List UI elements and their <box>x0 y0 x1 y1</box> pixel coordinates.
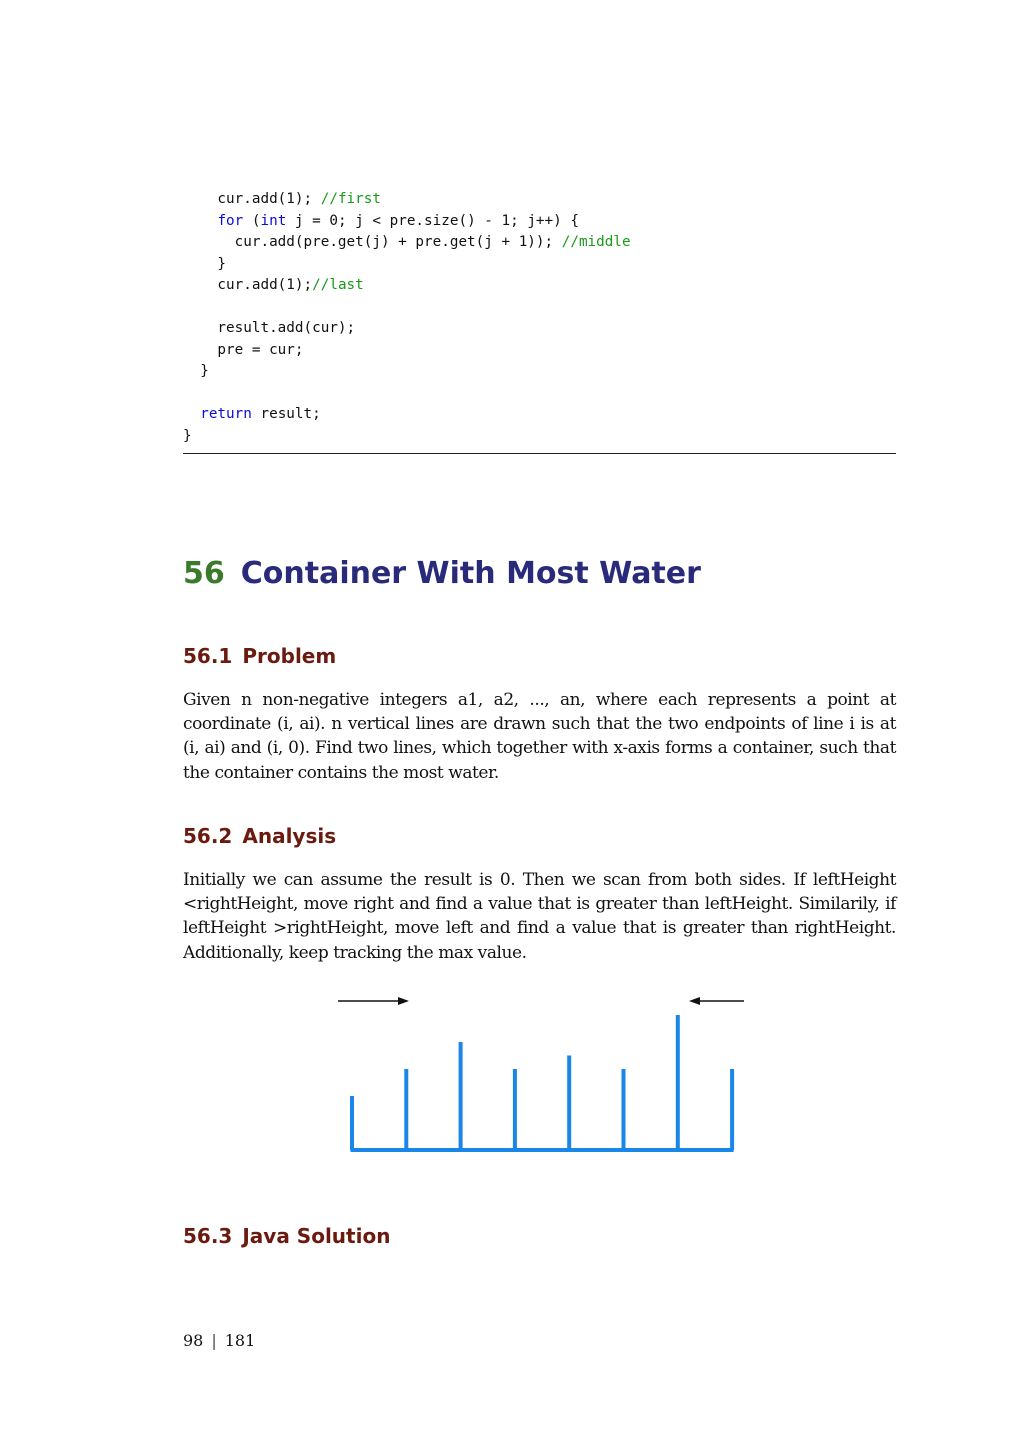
code-line <box>183 383 896 405</box>
code-text: } <box>183 255 227 272</box>
code-line <box>183 404 896 426</box>
code-text <box>183 406 200 422</box>
code-text: result; <box>251 406 321 422</box>
section-title: Problem <box>242 644 337 668</box>
section-number: 56.1 <box>183 644 233 668</box>
code-block <box>183 189 896 447</box>
code-comment: //first <box>320 191 381 207</box>
container-water-figure <box>328 988 752 1160</box>
code-line <box>183 275 896 297</box>
code-line <box>183 211 896 233</box>
code-text: cur.add(1); <box>183 191 321 207</box>
page-total: 181 <box>224 1331 256 1350</box>
code-line <box>183 318 896 340</box>
section-heading-analysis <box>183 824 336 848</box>
figure-background <box>328 988 752 1160</box>
code-keyword: int <box>260 212 287 229</box>
code-line <box>183 297 896 319</box>
chapter-heading <box>183 556 701 591</box>
section-heading-java-solution <box>183 1224 390 1248</box>
code-text: cur.add(1); <box>183 277 313 293</box>
code-keyword: for <box>217 212 244 229</box>
code-text: pre = cur; <box>183 341 304 358</box>
page-number: 98 <box>183 1331 204 1350</box>
code-text <box>183 213 217 229</box>
code-text: } <box>183 363 209 379</box>
section-title: Analysis <box>242 824 337 848</box>
code-line <box>183 254 896 276</box>
code-bottom-rule <box>183 453 896 454</box>
chapter-number: 56 <box>183 556 225 591</box>
analysis-paragraph: Initially we can assume the result is 0. Then we scan from both sides. If leftHeight <rightHeight, move right and find a value that is greater than leftHeight. Similarily, if leftHeight >rightHeight, move left and find a value that is greater than rightHeight. Additionally, keep tracking the max value. <box>183 870 896 963</box>
problem-paragraph: Given n non-negative integers a1, a2, ..., an, where each represents a point at coordinate (i, ai). n vertical lines are drawn such that the two endpoints of line i is at (i, ai) and (i, 0). Find two lines, which together with x-axis forms a container, such that the container contains the most water. <box>183 690 896 783</box>
code-keyword: return <box>200 406 252 422</box>
code-line <box>183 426 896 448</box>
chapter-title: Container With Most Water <box>240 556 701 591</box>
code-text: } <box>183 427 192 444</box>
code-comment: //middle <box>561 234 631 250</box>
page-footer <box>183 1331 255 1350</box>
code-line <box>183 340 896 362</box>
section-heading-problem <box>183 644 336 668</box>
section-title: Java Solution <box>242 1224 391 1248</box>
section-number: 56.3 <box>183 1224 233 1248</box>
page-separator: | <box>211 1331 217 1350</box>
code-text: cur.add(pre.get(j) + pre.get(j + 1)); <box>183 234 562 250</box>
code-line <box>183 189 896 211</box>
section-number: 56.2 <box>183 824 233 848</box>
code-comment: //last <box>312 277 364 293</box>
code-line <box>183 232 896 254</box>
code-text: ( <box>243 212 261 229</box>
code-text: result.add(cur); <box>183 320 356 336</box>
code-line <box>183 361 896 383</box>
code-text: j = 0; j < pre.size() - 1; j++) { <box>286 212 579 229</box>
